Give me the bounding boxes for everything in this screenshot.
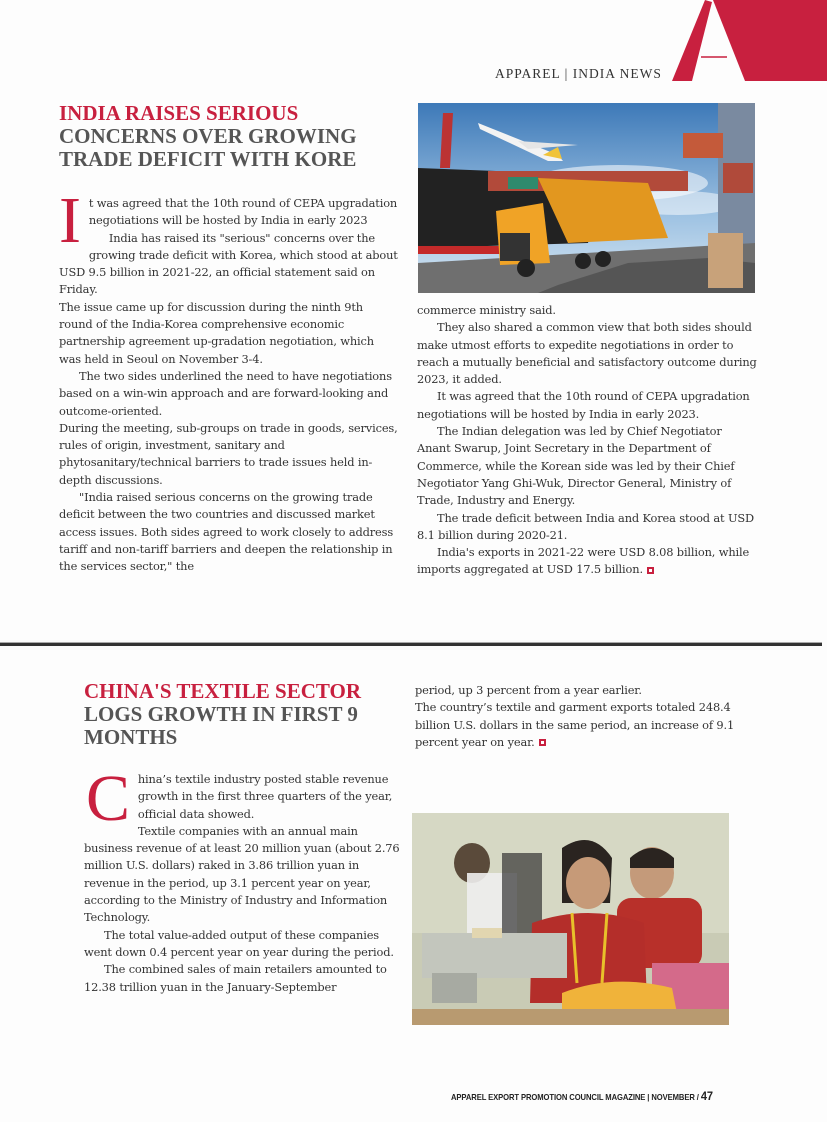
section-divider [0, 642, 822, 646]
end-of-article-icon [647, 567, 654, 574]
article1-lead [59, 184, 399, 257]
article2-lead [84, 762, 402, 835]
article1-headline [59, 102, 399, 171]
paragraph-final [417, 544, 757, 579]
paragraph-text: India's exports in 2021-22 were USD 8.08 billion, while imports aggregated at USD 17.5 billion. [417, 545, 750, 577]
article1-title-line2: CONCERNS OVER GROWING [59, 124, 357, 148]
end-of-article-icon [539, 739, 546, 746]
section-label: APPAREL | INDIA NEWS [495, 66, 662, 81]
page-footer [451, 1089, 713, 1103]
cargo-logistics-photo [418, 103, 755, 293]
paragraph: Textile companies with an annual main business revenue of at least 20 million yuan (about 2.76 million U.S. dollars) raked in 3.86 trillion yuan in revenue in the period, up 3.1 percent year on year, according to the Ministry of Industry and Information Technology. [84, 823, 400, 925]
article1-title-line3: TRADE DEFICIT WITH KORE [59, 147, 357, 171]
paragraph: It was agreed that the 10th round of CEPA upgradation negotiations will be hosted by India in early 2023. [417, 389, 750, 421]
paragraph: The two sides underlined the need to have negotiations based on a win-win approach and are forward-looking and outcome-oriented. [59, 368, 392, 418]
logo-right-block [713, 0, 827, 81]
article1-dropcap: I [59, 184, 81, 257]
article2-title-line2: LOGS GROWTH IN FIRST 9 [84, 702, 358, 726]
paragraph: commerce ministry said. [417, 303, 556, 317]
paragraph: The trade deficit between India and Korea stood at USD 8.1 billion during 2020-21. [417, 510, 755, 542]
garment-workers-photo [412, 813, 729, 1025]
logo-left-stroke [672, 0, 712, 81]
article2-left-column [84, 762, 402, 996]
article1-left-column [59, 184, 399, 576]
paragraph: period, up 3 percent from a year earlier. [415, 683, 642, 697]
magazine-name: APPAREL EXPORT PROMOTION COUNCIL MAGAZINE | NOVEMBER [451, 1092, 695, 1102]
article1-title-red: INDIA RAISES SERIOUS [59, 101, 299, 125]
article1-lead-text: t was agreed that the 10th round of CEPA upgradation negotiations will be hosted by India in early 2023 [88, 196, 398, 228]
footer-separator: / [696, 1092, 699, 1102]
garment-illustration [412, 813, 729, 1025]
paragraph: During the meeting, sub-groups on trade in goods, services, rules of origin, investment, sanitary and phytosanitary/technical barriers to trade issues held in-depth discussions. [59, 420, 398, 487]
paragraph-text: The country’s textile and garment exports totaled 248.4 billion U.S. dollars in the same period, an increase of 9.1 percent year on year. [415, 700, 735, 749]
paragraph: They also shared a common view that both sides should make utmost efforts to expedite negotiations in order to reach a mutually beneficial and satisfactory outcome during 2023, it added. [417, 320, 757, 387]
article1-right-column [417, 302, 757, 579]
article2-headline [84, 680, 404, 749]
article2-dropcap: C [86, 762, 130, 835]
magazine-logo-a [667, 0, 827, 82]
paragraph-final [415, 699, 735, 751]
article2-title-line3: MONTHS [84, 725, 178, 749]
paragraph: The total value-added output of these companies went down 0.4 percent year on year during the period. [84, 927, 394, 959]
paragraph: The Indian delegation was led by Chief Negotiator Anant Swarup, Joint Secretary in the Department of Commerce, while the Korean side was led by their Chief Negotiator Yang Ghi-Wuk, Director General, Ministry of Trade, Industry and Energy. [417, 424, 735, 508]
paragraph: "India raised serious concerns on the growing trade deficit between the two countries and discussed market access issues. Both sides agreed to work closely to address tariff and non-tariff barriers and deepen the relationship in the services sector," the [59, 490, 394, 574]
paragraph: The issue came up for discussion during the ninth 9th round of the India-Korea comprehensive economic partnership agreement up-gradation negotiation, which was held in Seoul on November 3-4. [59, 299, 374, 366]
article2-right-column [415, 682, 735, 751]
paragraph: The combined sales of main retailers amounted to 12.38 trillion yuan in the January-September [84, 962, 387, 994]
page-number: 47 [700, 1089, 713, 1103]
paragraph: India has raised its "serious" concerns over the growing trade deficit with Korea, which stood at about USD 9.5 billion in 2021-22, an official statement said on Friday. [59, 230, 398, 297]
cargo-illustration [418, 103, 755, 293]
article2-title-red: CHINA'S TEXTILE SECTOR [84, 679, 361, 703]
article2-lead-text: hina’s textile industry posted stable revenue growth in the first three quarters of the year, official data showed. [137, 772, 393, 821]
